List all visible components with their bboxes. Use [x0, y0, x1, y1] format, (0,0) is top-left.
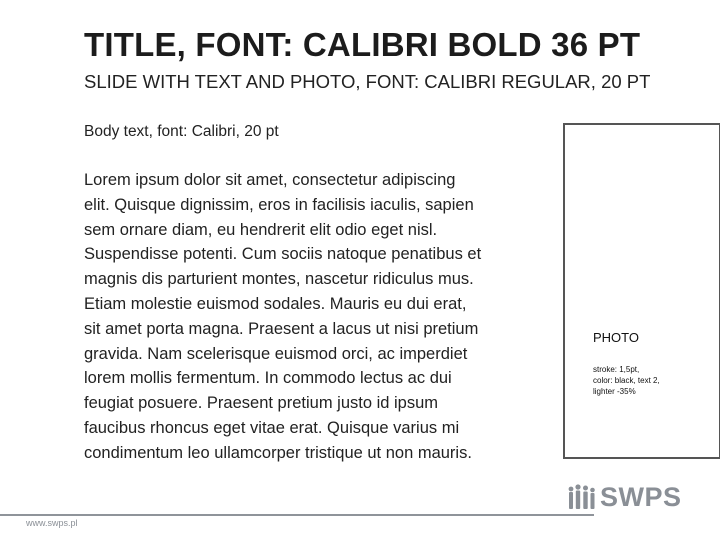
- body-line: Etiam molestie euismod sodales. Mauris eu dui erat,: [84, 294, 467, 313]
- photo-note-line: color: black, text 2,: [593, 376, 660, 385]
- body-line: magnis dis parturient montes, nascetur ridiculus mus.: [84, 270, 474, 289]
- slide-subtitle: SLIDE WITH TEXT AND PHOTO, FONT: CALIBRI REGULAR, 20 PT: [84, 71, 651, 92]
- footer-url[interactable]: www.swps.pl: [26, 518, 78, 528]
- footer-divider: [0, 514, 594, 516]
- photo-note-line: lighter -35%: [593, 387, 636, 396]
- slide-title: TITLE, FONT: CALIBRI BOLD 36 PT: [84, 26, 641, 63]
- body-line: feugiat posuere. Praesent pretium justo id ipsum: [84, 394, 439, 413]
- photo-label: PHOTO: [593, 330, 639, 345]
- body-line: lorem mollis fermentum. In commodo lectus ac dui: [84, 369, 452, 388]
- body-label: Body text, font: Calibri, 20 pt: [84, 123, 279, 140]
- body-line: gravida. Nam scelerisque euismod orci, ac imperdiet: [84, 344, 468, 363]
- body-line: Suspendisse potenti. Cum sociis natoque penatibus et: [84, 245, 482, 264]
- body-line: faucibus rhoncus eget vitae erat. Quisque varius mi: [84, 418, 460, 437]
- people-group-icon: [567, 483, 597, 511]
- logo-text: SWPS: [600, 481, 682, 512]
- body-text: [84, 168, 534, 466]
- photo-placeholder: [563, 123, 720, 459]
- photo-note: [593, 364, 660, 397]
- swps-logo: [567, 482, 682, 512]
- body-line: sem ornare diam, eu hendrerit elit odio eget nisl.: [84, 220, 438, 239]
- photo-note-line: stroke: 1,5pt,: [593, 365, 640, 374]
- body-line: Lorem ipsum dolor sit amet, consectetur adipiscing: [84, 171, 456, 189]
- body-line: sit amet porta magna. Praesent a lacus ut nisi pretium: [84, 319, 479, 338]
- body-line: elit. Quisque dignissim, eros in facilisis iaculis, sapien: [84, 195, 474, 214]
- body-line: condimentum leo ullamcorper tristique ut non mauris.: [84, 443, 472, 462]
